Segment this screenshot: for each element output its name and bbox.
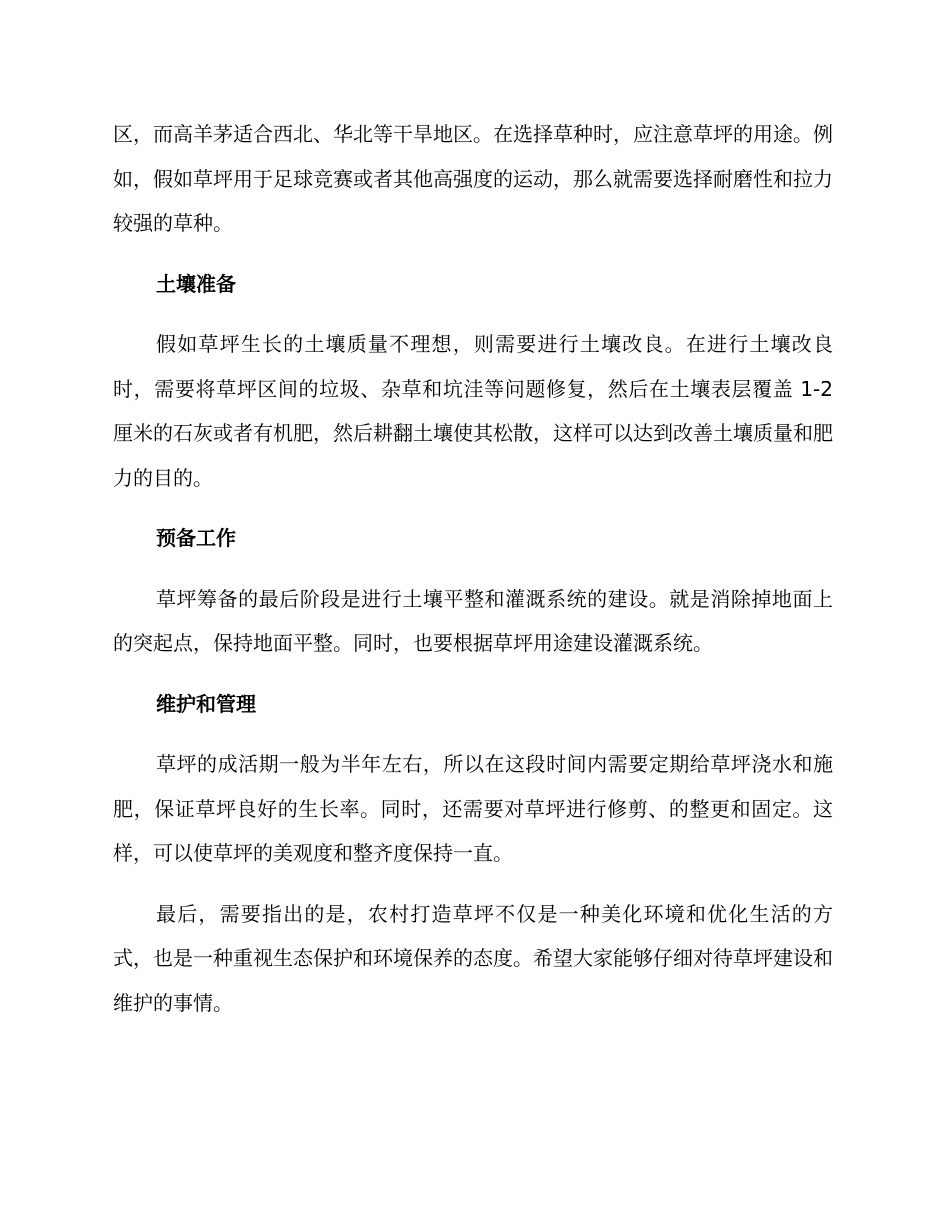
intro-paragraph: 区，而高羊茅适合西北、华北等干旱地区。在选择草种时，应注意草坪的用途。例如，假如草坪用于足球竞赛或者其他高强度的运动，那么就需要选择耐磨性和拉力较强的草种。 [113,122,833,235]
spacer [113,876,833,892]
section-heading-soil: 土壤准备 [156,271,236,296]
section-paragraph-soil: 假如草坪生长的土壤质量不理想，则需要进行土壤改良。在进行土壤改良时，需要将草坪区间的垃圾、杂草和坑洼等问题修复，然后在土壤表层覆盖 1-2 厘米的石灰或者有机肥，然后耕翻土壤使其松散，这样可以达到改善土壤质量和肥力的目的。 [113,332,833,490]
spacer [113,306,833,322]
spacer [113,246,833,262]
section-paragraph-maintenance: 草坪的成活期一般为半年左右，所以在这段时间内需要定期给草坪浇水和施肥，保证草坪良好的生长率。同时，还需要对草坪进行修剪、的整更和固定。这样，可以使草坪的美观度和整齐度保持一直。 [113,752,833,865]
section-heading-preparation: 预备工作 [156,526,236,550]
spacer [113,500,833,516]
spacer [113,726,833,742]
spacer [113,561,833,577]
spacer [113,666,833,682]
section-paragraph-preparation: 草坪筹备的最后阶段是进行土壤平整和灌溉系统的建设。就是消除掉地面上的突起点，保持地面平整。同时，也要根据草坪用途建设灌溉系统。 [113,586,833,655]
closing-paragraph: 最后，需要指出的是，农村打造草坪不仅是一种美化环境和优化生活的方式，也是一种重视生态保护和环境保养的态度。希望大家能够仔细对待草坪建设和维护的事情。 [113,901,833,1015]
section-heading-maintenance: 维护和管理 [156,691,256,716]
document-page [113,112,833,1025]
